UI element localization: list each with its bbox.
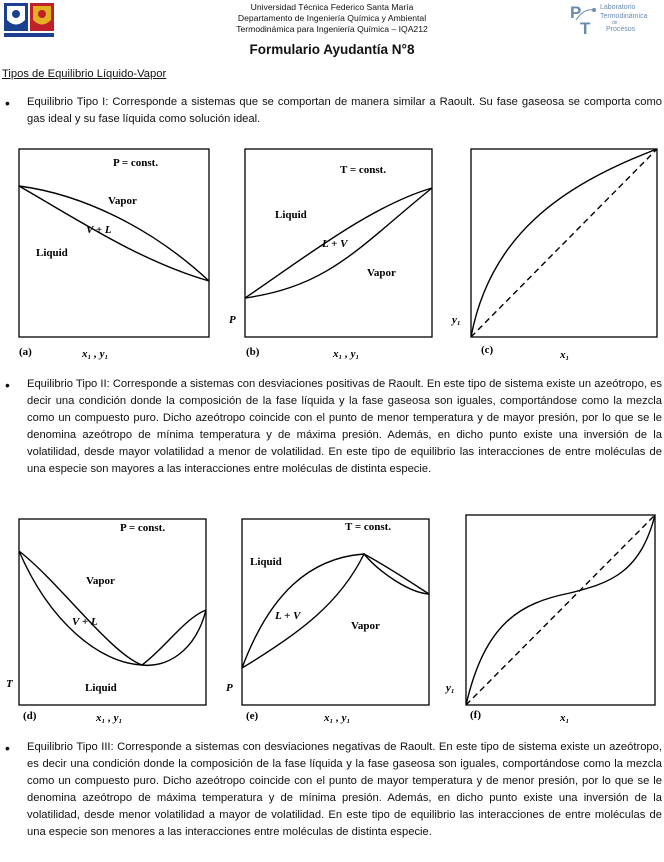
diagram-d <box>6 519 206 724</box>
a-label-liquid: Liquid <box>36 247 68 259</box>
b-yvar: P <box>229 314 236 326</box>
a-cond: P = const. <box>113 157 159 169</box>
diagram-f <box>444 515 655 724</box>
bullet-2: • <box>5 377 10 393</box>
c-yvar: y₁ <box>452 314 461 326</box>
e-yvar: P <box>226 682 233 694</box>
lab-logo-line1: Laboratorio <box>600 4 636 11</box>
e-cond: T = const. <box>345 521 392 533</box>
diagram-a <box>19 149 209 360</box>
d-label-liquid: Liquid <box>85 682 117 694</box>
f-yvar: y₁ <box>446 682 455 694</box>
bullet-1: • <box>5 95 10 111</box>
page-title: Formulario Ayudantía N°8 <box>249 42 415 57</box>
diagram-b <box>229 149 432 360</box>
paragraph-tipo-3: Equilibrio Tipo III: Corresponde a sistemas con desviaciones negativas de Raoult. En este tipo de sistema existe un azeótropo, es decir una condición donde la composición de la fase líquida y la fase gaseosa son iguales, comportándose como la mezcla como un compuesto puro. Dicho azeótropo coincide con el punto de mayor temperatura y de menor presión, por lo que se le denomina azeótropo de máxima temperatura y de mínima presión. Además, en dicho punto existe una inversión de la volatilidad, desde menor volatilidad a mayor de volatilidad. En este tipo de equilibrio las interacciones de entre moléculas de una especie son menores a las interacciones entre moléculas de distinta especie. <box>27 741 662 839</box>
lab-logo-line3: de <box>612 20 618 26</box>
f-axis: x₁ <box>560 712 570 724</box>
diagram-e <box>226 519 429 724</box>
e-label-vapor: Vapor <box>351 620 380 632</box>
header-course: Termodinámica para Ingeniería Química – IQA212 <box>236 24 428 34</box>
e-panel: (e) <box>246 710 259 722</box>
svg-text:T: T <box>580 19 591 38</box>
d-label-vl: V + L <box>72 616 98 628</box>
paragraph-tipo-1: Equilibrio Tipo I: Corresponde a sistemas que se comportan de manera similar a Raoult. Su fase gaseosa se comporta como gas ideal y su fase líquida como solución ideal. <box>27 96 662 126</box>
d-label-vapor: Vapor <box>86 575 115 587</box>
e-label-lv: L + V <box>275 610 301 622</box>
a-axis: x₁ , y₁ <box>82 348 109 360</box>
figure-row-1 <box>0 146 664 366</box>
lab-logo <box>566 0 662 38</box>
a-label-vapor: Vapor <box>108 195 137 207</box>
d-panel: (d) <box>23 710 37 722</box>
d-axis: x₁ , y₁ <box>96 712 123 724</box>
header-department: Departamento de Ingeniería Química y Ambiental <box>237 13 427 23</box>
bullet-3: • <box>5 740 10 756</box>
paragraph-tipo-2: Equilibrio Tipo II: Corresponde a sistemas con desviaciones positivas de Raoult. En este tipo de sistema existe un azeótropo, es decir una condición donde la composición de la fase líquida y la fase gaseosa son iguales, comportándose como la mezcla como un compuesto puro. Dicho azeótropo coincide con el punto de menor temperatura y de mayor presión, por lo que se le denomina azeótropo de mínima temperatura y de máxima presión. Además, en dicho punto existe una inversión de la volatilidad, desde mayor volatilidad a menor de volatilidad. En este tipo de equilibrio las interacciones de entre moléculas de una especie son mayores a las interacciones entre moléculas de distinta especie. <box>27 378 662 476</box>
lab-logo-line2: Termodinámica <box>600 13 648 20</box>
b-label-lv: L + V <box>322 238 348 250</box>
b-cond: T = const. <box>340 164 387 176</box>
lab-logo-line4: Procesos <box>606 26 636 33</box>
header-university: Universidad Técnica Federico Santa María <box>250 2 414 12</box>
diagram-c <box>450 149 657 361</box>
e-axis: x₁ , y₁ <box>324 712 351 724</box>
section-title: Tipos de Equilibrio Líquido-Vapor <box>2 68 167 80</box>
svg-text:P: P <box>570 3 582 22</box>
a-label-vl: V + L <box>86 224 112 236</box>
b-panel: (b) <box>246 346 260 358</box>
b-label-liquid: Liquid <box>275 209 307 221</box>
f-panel: (f) <box>470 709 481 721</box>
c-axis: x₁ <box>560 349 570 361</box>
d-yvar: T <box>6 678 13 690</box>
b-axis: x₁ , y₁ <box>333 348 360 360</box>
d-cond: P = const. <box>120 522 166 534</box>
e-label-liquid: Liquid <box>250 556 282 568</box>
b-label-vapor: Vapor <box>367 267 396 279</box>
c-panel: (c) <box>481 344 494 356</box>
figure-row-2 <box>0 513 664 725</box>
a-panel: (a) <box>19 346 32 358</box>
